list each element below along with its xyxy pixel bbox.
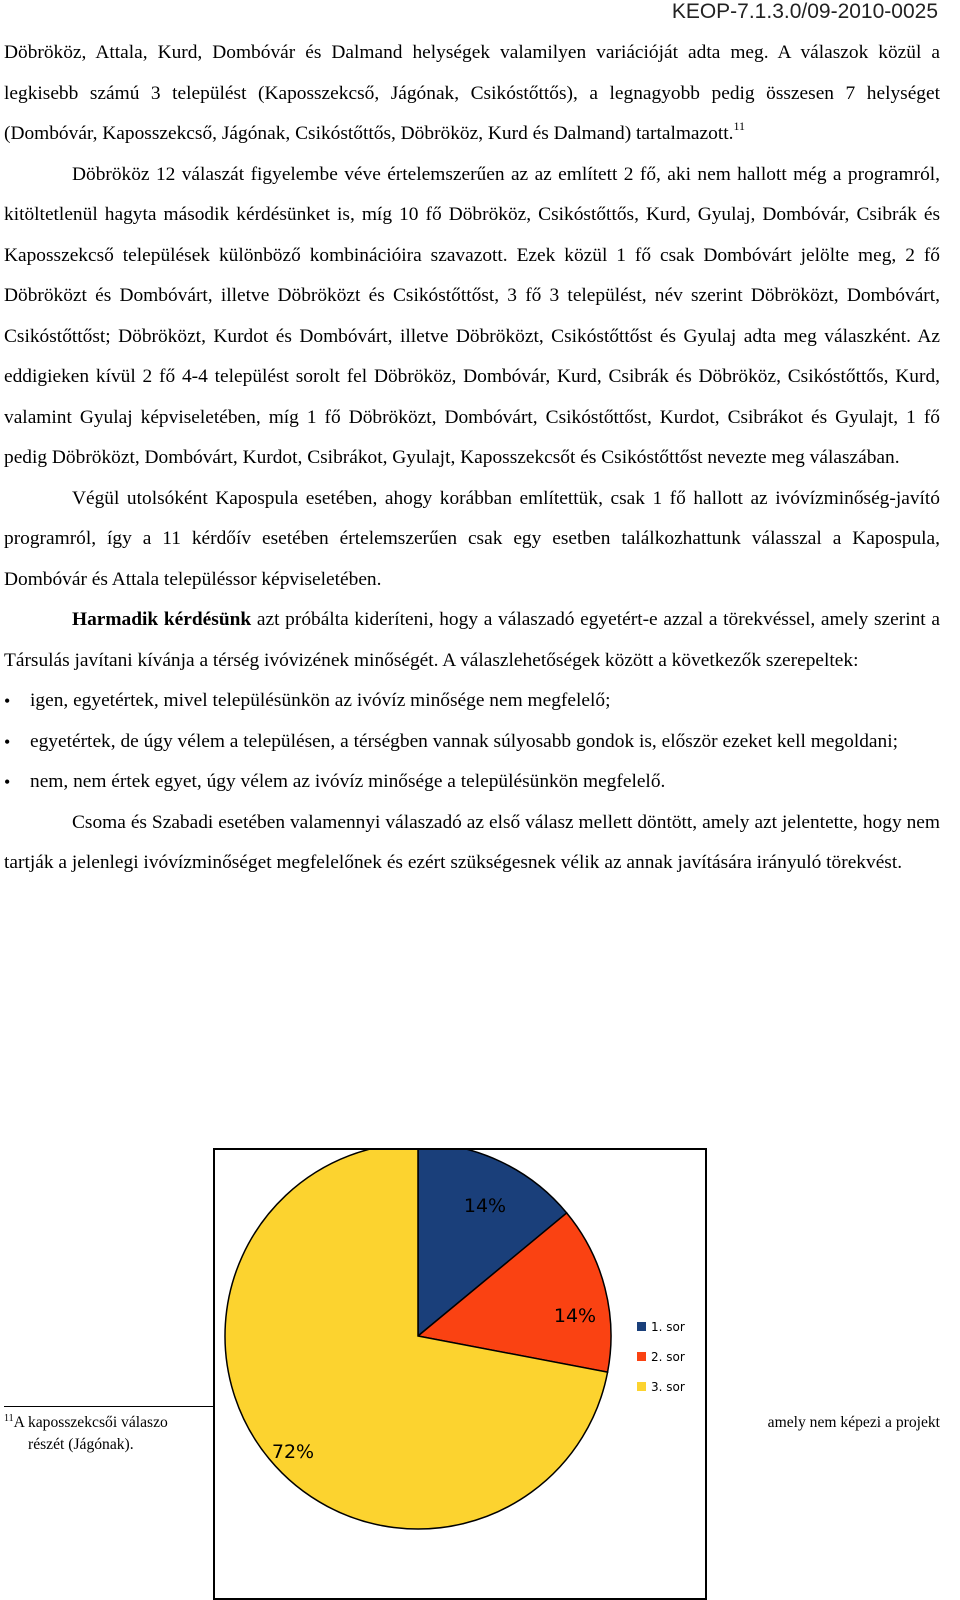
pie-data-label: 72%	[271, 1441, 315, 1463]
pie-chart	[215, 1150, 705, 1598]
footnote-text-start: A kaposszekcsői válaszo	[13, 1414, 168, 1431]
paragraph-2: Döbrököz 12 válaszát figyelembe véve értelemszerűen az az említett 2 fő, aki nem hallott még a programról, kitöltetlenül hagyta második kérdésünket is, míg 10 fő Döbrököz, Csikóstőttős, Kurd, Gyulaj, Dombóvár, Csibrák és Kaposszekcső települések különböző kombinációira szavazott. Ezek közül 1 fő csak Dombóvárt jelölte meg, 2 fő Döbröközt és Dombóvárt, illetve Döbröközt és Csikóstőttőst, 3 fő 3 települést, név szerint Döbröközt, Dombóvárt, Csikóstőttőst; Döbröközt, Kurdot és Dombóvárt, illetve Döbröközt, Csikóstőttőst és Gyulaj adta meg válaszként. Az eddigieken kívül 2 fő 4-4 települést sorolt fel Döbrököz, Dombóvár, Kurd, Csibrák és Döbrököz, Csikóstőttős, Kurd, valamint Gyulaj képviseletében, míg 1 fő Döbröközt, Dombóvárt, Csikóstőttőst, Kurdot, Csibrákot és Gyulajt, 1 fő pedig Döbröközt, Dombóvárt, Kurdot, Csibrákot, Gyulajt, Kaposszekcsőt és Csikóstőttőst nevezte meg válaszában.	[4, 163, 940, 468]
document-id-header: KEOP-7.1.3.0/09-2010-0025	[671, 0, 938, 23]
bullet-icon: •	[4, 731, 11, 752]
paragraph-1	[4, 33, 940, 155]
answer-options-list	[4, 681, 940, 803]
paragraph-4	[4, 600, 940, 681]
legend-label: 2. sor	[651, 1350, 685, 1364]
paragraph-3: Végül utolsóként Kapospula esetében, ahogy korábban említettük, csak 1 fő hallott az ivóvízminőség-javító programról, így a 11 kérdőív esetében értelemszerűen csak egy esetben találkozhattunk válasszal a Kapospula, Dombóvár és Attala településsor képviseletében.	[4, 487, 940, 590]
answer-option-2	[4, 722, 940, 763]
legend-label: 1. sor	[651, 1320, 685, 1334]
footnote-number: 11	[4, 1413, 14, 1424]
pie-chart-frame	[213, 1148, 707, 1600]
legend-label: 3. sor	[651, 1380, 685, 1394]
paragraph-1-text: Döbrököz, Attala, Kurd, Dombóvár és Dalmand helységek valamilyen variációját adta meg. A válaszok közül a legkisebb számú 3 települést (Kaposszekcső, Jágónak, Csikóstőttős), a legnagyobb pedig összesen 7 helységet (Dombóvár, Kaposszekcső, Jágónak, Csikóstőttős, Döbrököz, Kurd és Dalmand) tartalmazott.	[4, 42, 940, 144]
legend-swatch	[637, 1322, 646, 1331]
pie-data-label: 14%	[553, 1305, 597, 1327]
paragraph-4-text: azt próbálta kideríteni, hogy a válaszadó egyetért-e azzal a törekvéssel, amely szerint a Társulás javítani kívánja a térség ivóvizének minőségét. A válaszlehetőségek között a következők szerepeltek:	[4, 609, 940, 671]
footnote-line-1-start	[4, 1412, 168, 1434]
bullet-icon: •	[4, 691, 11, 711]
footnote-ref-11[interactable]: 11	[733, 119, 746, 133]
legend-swatch	[637, 1352, 646, 1361]
footnote-separator	[4, 1406, 229, 1407]
paragraph-4-bold: Harmadik kérdésünk	[72, 609, 252, 630]
answer-option-3	[4, 762, 940, 803]
answer-option-text: egyetértek, de úgy vélem a településen, a térségben vannak súlyosabb gondok is, először ezeket kell megoldani;	[30, 730, 898, 752]
answer-option-1	[4, 681, 940, 722]
bullet-icon: •	[4, 772, 11, 792]
legend-swatch	[637, 1382, 646, 1391]
answer-option-text: nem, nem értek egyet, úgy vélem az ivóvíz minősége a településünkön megfelelő.	[30, 771, 666, 792]
answer-option-text: igen, egyetértek, mivel településünkön az ivóvíz minősége nem megfelelő;	[30, 690, 611, 711]
paragraph-5: Csoma és Szabadi esetében valamennyi válaszadó az első válasz mellett döntött, amely azt jelentette, hogy nem tartják a jelenlegi ivóvízminőséget megfelelőnek és ezért szükségesnek vélik az annak javítására irányuló törekvést.	[4, 811, 940, 873]
document-body	[4, 33, 940, 884]
footnote-text-end: amely nem képezi a projekt	[767, 1414, 940, 1431]
pie-data-label: 14%	[463, 1195, 507, 1217]
footnote-line-2: részét (Jágónak).	[28, 1436, 134, 1453]
